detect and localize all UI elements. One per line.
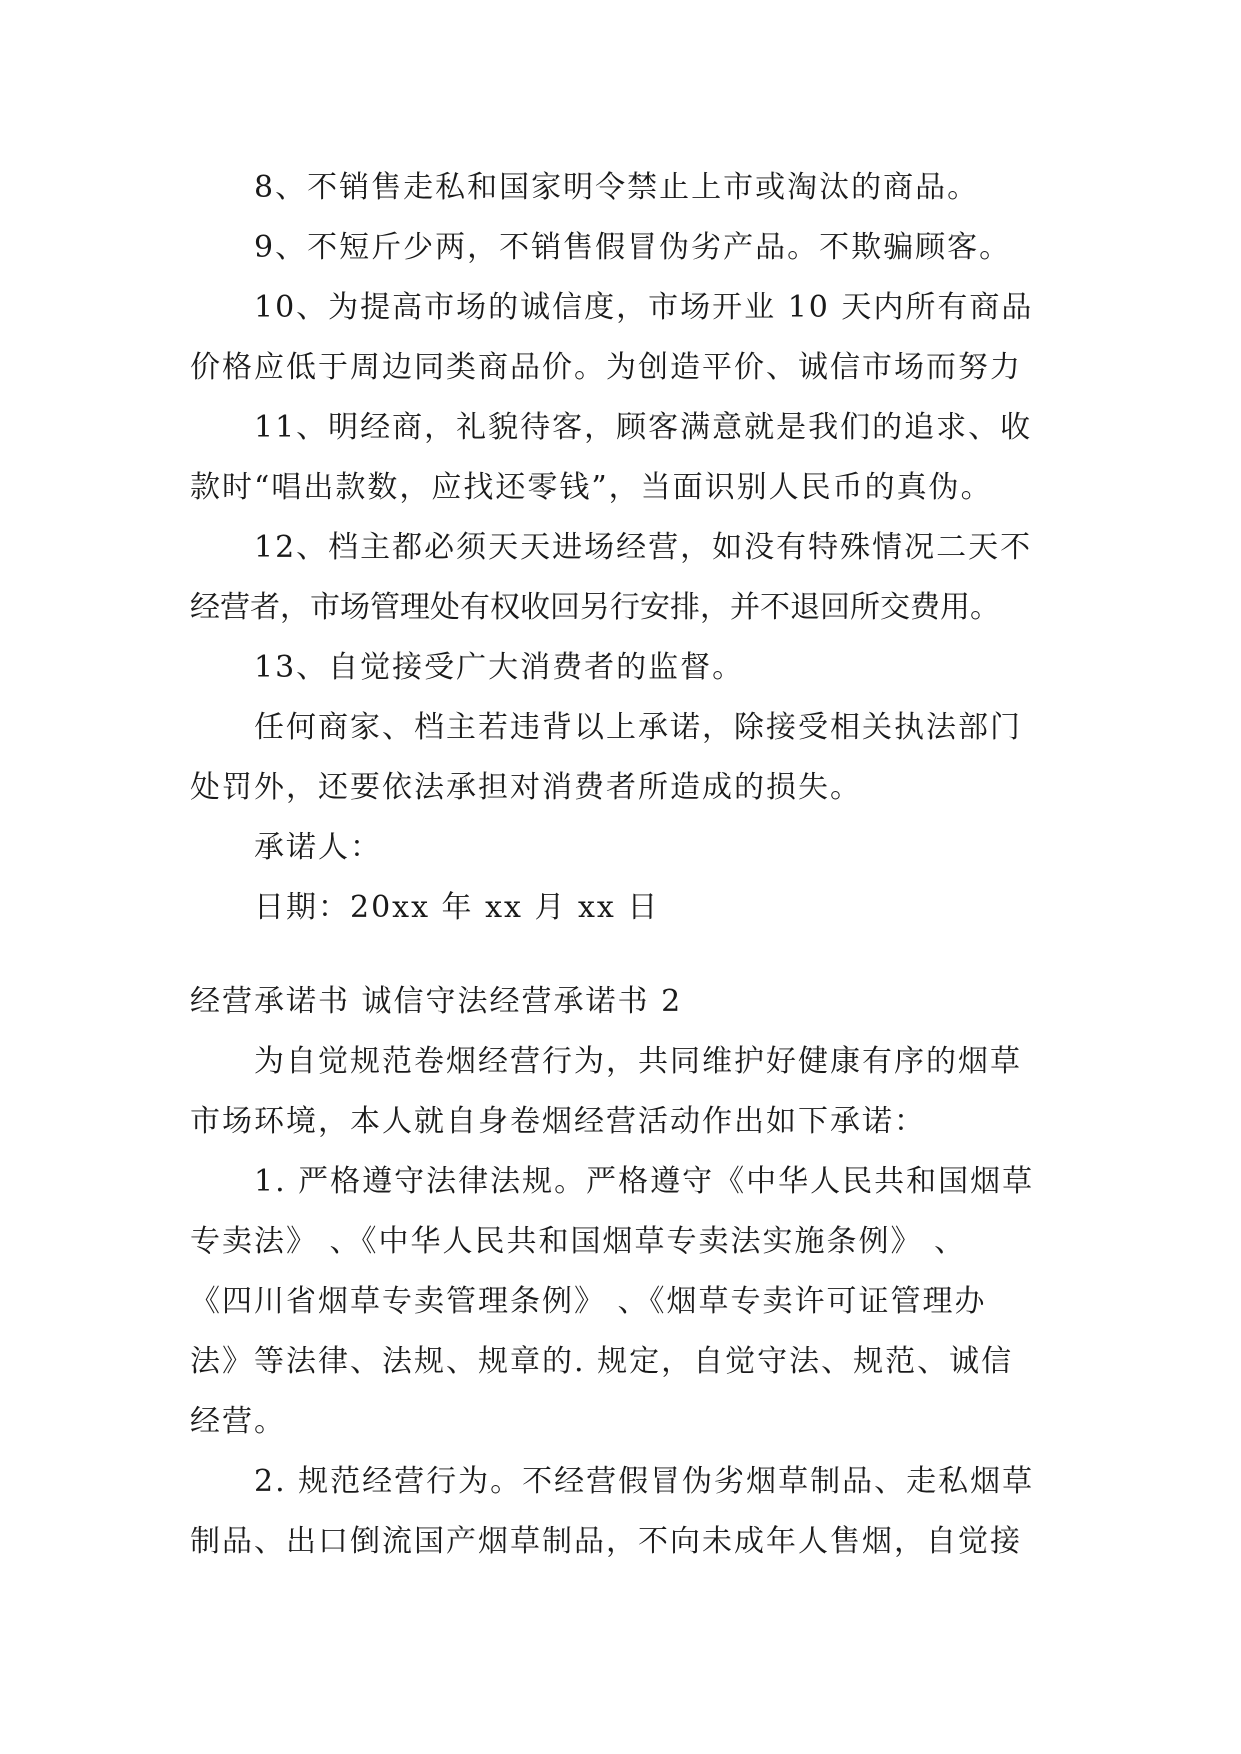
promise-item-11: 11、明经商，礼貌待客，顾客满意就是我们的追求、收 (254, 410, 1033, 445)
promise-section-2 (190, 972, 1052, 1572)
promise-item-8: 8、不销售走私和国家明令禁止上市或淘汰的商品。 (254, 170, 980, 205)
rule-item-1-cont-1: 专卖法》 、《中华人民共和国烟草专卖法实施条例》 、 (190, 1224, 967, 1259)
rule-item-1: 1. 严格遵守法律法规。严格遵守《中华人民共和国烟草 (254, 1164, 1035, 1199)
signatory-label: 承诺人： (254, 830, 382, 865)
rule-item-1-cont-2: 《四川省烟草专卖管理条例》 、《烟草专卖许可证管理办 (190, 1284, 987, 1319)
promise-item-13: 13、自觉接受广大消费者的监督。 (254, 650, 745, 685)
rule-item-2: 2. 规范经营行为。不经营假冒伪劣烟草制品、走私烟草 (254, 1464, 1035, 1499)
promise-item-12-cont: 经营者，市场管理处有权收回另行安排，并不退回所交费用。 (190, 590, 1000, 625)
promise-item-9: 9、不短斤少两，不销售假冒伪劣产品。不欺骗顾客。 (254, 230, 1012, 265)
rule-item-1-cont-3: 法》等法律、法规、规章的. 规定，自觉守法、规范、诚信 (190, 1344, 1014, 1379)
intro-paragraph: 为自觉规范卷烟经营行为，共同维护好健康有序的烟草 (254, 1044, 1022, 1079)
intro-paragraph-cont: 市场环境，本人就自身卷烟经营活动作出如下承诺： (190, 1104, 926, 1139)
rule-item-2-cont: 制品、出口倒流国产烟草制品，不向未成年人售烟，自觉接 (190, 1524, 1022, 1559)
section-heading: 经营承诺书 诚信守法经营承诺书 2 (190, 984, 683, 1019)
date-line: 日期：20xx 年 xx 月 xx 日 (254, 890, 660, 925)
promise-item-12: 12、档主都必须天天进场经营，如没有特殊情况二天不 (254, 530, 1033, 565)
promise-item-11-cont: 款时“唱出款数，应找还零钱”，当面识别人民币的真伪。 (190, 470, 993, 505)
penalty-paragraph: 任何商家、档主若违背以上承诺，除接受相关执法部门 (254, 710, 1022, 745)
promise-item-10-cont: 价格应低于周边同类商品价。为创造平价、诚信市场而努力 (190, 350, 1022, 385)
promise-item-10: 10、为提高市场的诚信度，市场开业 10 天内所有商品 (254, 290, 1034, 325)
penalty-paragraph-cont: 处罚外，还要依法承担对消费者所造成的损失。 (190, 770, 862, 805)
rule-item-1-cont-4: 经营。 (190, 1404, 286, 1439)
promise-section-1 (190, 158, 1052, 938)
